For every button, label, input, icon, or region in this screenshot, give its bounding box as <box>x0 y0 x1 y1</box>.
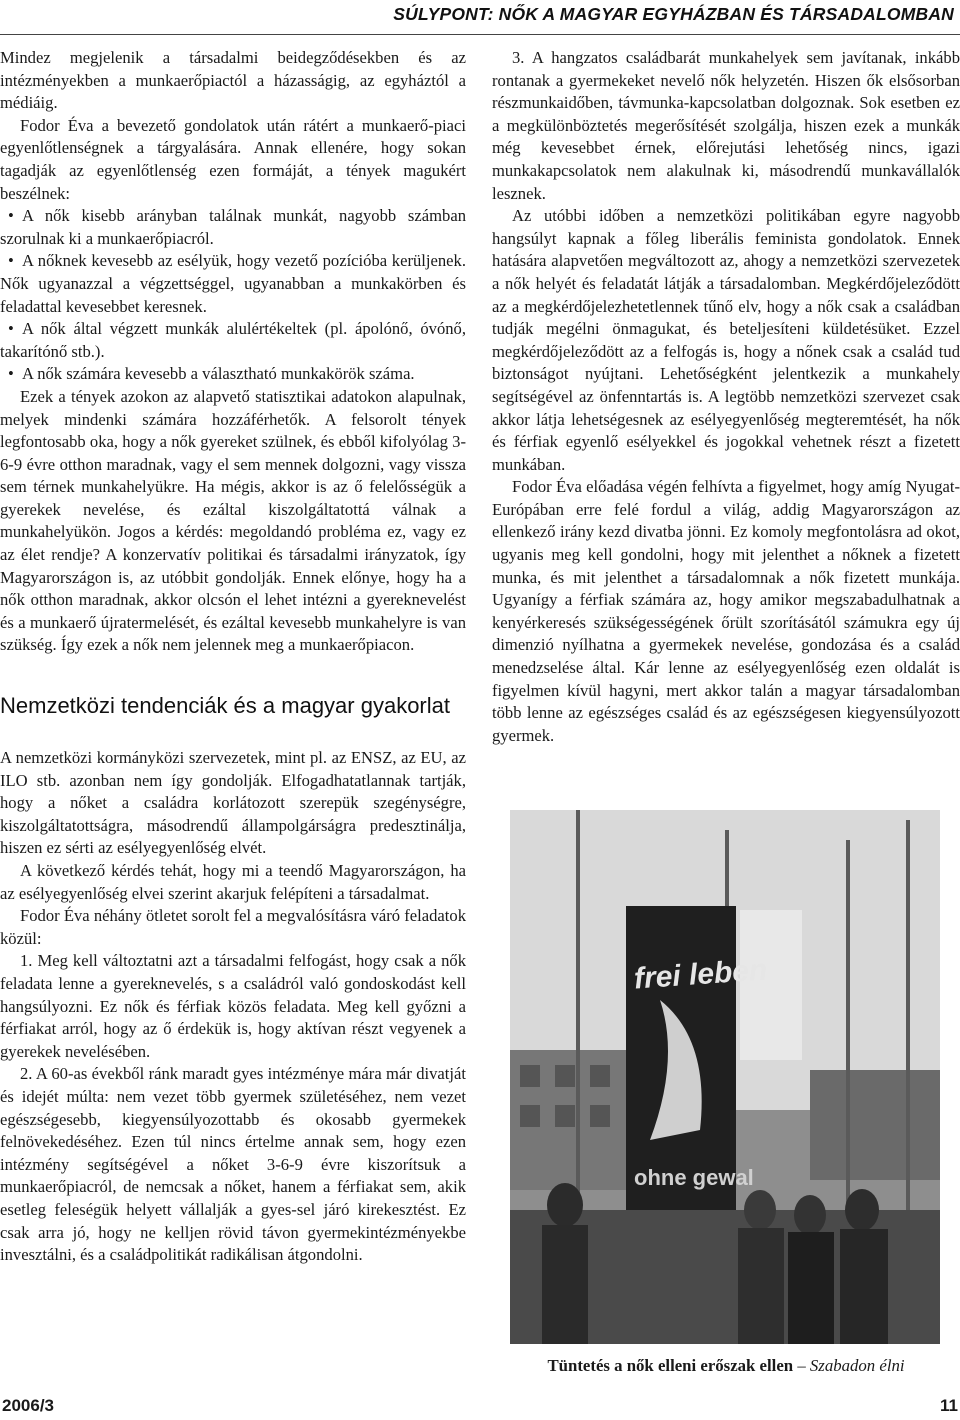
bullet-icon: • <box>8 206 14 226</box>
section-title: SÚLYPONT: NŐK A MAGYAR EGYHÁZBAN ÉS TÁRSADALOMBAN <box>393 4 954 24</box>
banner-text-bottom: ohne gewal <box>634 1165 754 1190</box>
bullet-text: A nők kisebb arányban találnak munkát, nagyobb számban szorulnak ki a munkaerőpiacról. <box>0 206 466 248</box>
paragraph: Fodor Éva néhány ötletet sorolt fel a megvalósításra váró feladatok közül: <box>0 906 466 948</box>
paragraph: A következő kérdés tehát, hogy mi a teendő Magyarországon, ha az esélyegyenlőség elvei szerint akarjuk felépíteni a társadalmat. <box>0 861 466 903</box>
bullet-text: A nőknek kevesebb az esélyük, hogy vezető pozícióba kerüljenek. Nők ugyanazzal a végzettséggel, ugyanabban a munkakörben és feladattal kevesebbet keresnek. <box>0 251 466 316</box>
left-column <box>0 47 466 1267</box>
photo-caption <box>492 1356 960 1376</box>
paragraph: Az utóbbi időben a nemzetközi politikában egyre nagyobb hangsúlyt kapnak a főleg liberális feminista gondolatok. Ennek hatására alapvetően megváltozott az, ahogy a nemzetközi szervezetek a nők helyét és feladatát látják a társadalomban. Megkérdőjeleződött az a megkérdőjelezhetetlennek tűnő elv, hogy a nők csak a családban tudják megélni önmagukat, és beteljesíteni küldetésüket. Ezzel megkérdőjeleződött az a felfogás is, hogy a nőnek csak a család tud biztonságot nyújtani. Lehetőségként jelentkezik a munkahely segítségével az önfenntartás is. A legtöbb nemzetközi szervezet csak akkor látja lehetségesnek az esélyegyenlőség megteremtését, ha nők és férfiak egyenlő esélyekkel és jogokkal vehetnek részt a fizetett munkában. <box>492 206 960 474</box>
banner-text-top: frei leben <box>632 953 769 996</box>
right-column <box>492 47 960 747</box>
paragraph: 1. Meg kell változtatni azt a társadalmi felfogást, hogy csak a nők feladata lenne a gyereknevelés, s a családról való gondoskodást kell hangsúlyozni. Ez nők és férfiak közös feladata. Meg kell győzni a férfiakat arról, hogy az ő érdekük is, hogy aktívan részt vegyenek a gyerekek nevelésében. <box>0 951 466 1061</box>
paragraph: Mindez megjelenik a társadalmi beidegződésekben és az intézményekben a munkaerőpiactól a házasságig, az egyháztól a médiáig. <box>0 48 466 113</box>
photo-scene <box>510 810 940 1344</box>
caption-italic: Szabadon élni <box>809 1356 905 1375</box>
bullet-text: A nők által végzett munkák alulértékeltek (pl. ápolónő, óvónő, takarítónő stb.). <box>0 319 466 361</box>
bullet-icon: • <box>8 251 14 271</box>
bullet-text: A nők számára kevesebb a választható munkakörök száma. <box>22 364 415 384</box>
paragraph: 2. A 60-as évekből ránk maradt gyes intézménye mára már divatját és idejét múlta: nem vezet több gyermek születéséhez, nem vezet egészségesebb, kiegyensúlyozottabb és okosabb gyermekek felnövekedéséhez. Ezen túl nincs értelme annak sem, hogy ezen intézmény segítségével a nőket 3-6-9 évre kiszorítsuk a munkaerőpiacról, de nemcsak a nőket, hanem a férfiakat sem, akik esetleg feleségük helyett vállalják a gyes-sel járó kirekesztést. Ez csak arra jó, hogy ne kelljen rövid távon gyermekintézményekbe invesztálni, és a családpolitikát radikálisan átgondolni. <box>0 1064 466 1265</box>
issue-number: 2006/3 <box>2 1396 54 1415</box>
paragraph: 3. A hangzatos családbarát munkahelyek sem javítanak, inkább rontanak a gyermekeket nevelő nők helyzetén. Hiszen ők elsősorban részmunkaidőben, távmunka-kapcsolatban dolgoznak. Sok esetben ez a megkülönböztetés megerősítését szolgálja, hiszen ezek a munkák még kevesebbet érnek, előrejutási lehetőség nincs, igazi munkakapcsolatok nem alakulnak ki, másodrendű munkavállalók lesznek. <box>492 48 960 203</box>
page-number: 11 <box>940 1396 958 1415</box>
bullet-icon: • <box>8 319 14 339</box>
paragraph: A nemzetközi kormányközi szervezetek, mint pl. az ENSZ, az EU, az ILO stb. azonban nem így gondolják. Elfogadhatatlannak tartják, hogy a nőket a családra korlátozott szerepük szegénységre, kiszolgáltatottságra, másodrendű állampolgárságra predesztinálja, hiszen ez sérti az esélyegyenlőség elvét. <box>0 748 466 858</box>
bullet-item <box>0 318 466 363</box>
caption-bold: Tüntetés a nők elleni erőszak ellen <box>547 1356 794 1375</box>
paragraph: Fodor Éva a bevezető gondolatok után rátért a munkaerő-piaci egyenlőtlenségnek a tárgyalására. Annak ellenére, hogy sokan tagadják az egyenlőtlenség ezen formáját, a tények magukért beszélnek: <box>0 115 466 203</box>
bullet-item <box>0 205 466 250</box>
bullet-icon: • <box>8 364 14 384</box>
section-heading: Nemzetközi tendenciák és a magyar gyakorlat <box>0 693 450 719</box>
paragraph: Ezek a tények azokon az alapvető statisztikai adatokon alapulnak, melyek mindenki számára hozzáférhetők. A felsorolt tények legfontosabb oka, hogy a nők gyereket szülnek, és ebből kifolyólag 3-6-9 évre otthon maradnak, vagy el sem mennek dolgozni, vagy vissza sem térnek munkahelyükre. Ha mégis, akkor is az ő felelősségük a gyerekek nevelése, és ezáltal kiszolgáltatottá válnak a munkahelyükön. Jogos a kérdés: megoldandó probléma ez, vagy ez az élet rendje? A konzervatív politikai és társadalmi irányzatok, így Magyarországon is, az utóbbit gondolják. Ennek előnye, hogy ha a nők otthon maradnak, akkor olcsón el lehet intézni a gyereknevelést és a munkaerő újratermelését, és ezáltal kevesebb munkahelyre is van szükség. Így ezek a nők nem jelennek meg a munkaerőpiacon. <box>0 386 466 655</box>
caption-dash: – <box>793 1356 810 1375</box>
bullet-item <box>0 363 466 386</box>
protest-photo <box>510 810 940 1344</box>
page-header <box>0 0 960 35</box>
paragraph: Fodor Éva előadása végén felhívta a figyelmet, hogy amíg Nyugat-Európában erre felé fordul a világ, addig Magyarországon az ellenkező irány kezd divatba jönni. Ez komoly megfontolásra ad okot, ugyanis meg kell gondolni, hogy mit jelenthet a nőknek a fizetett munka, és mit jelenthet a társadalomnak a nők fizetett munkája. Ugyanígy a férfiak számára az, hogy amikor megszabadulhatnak a kenyérkeresés szükségességének őrült szorításától számukra egy új dimenzió nyílhatna a gyermekek nevelése, gondozása és a család menedzselése által. Kár lenne az esélyegyenlőség ezen oldalát is figyelmen kívül hagyni, mert akkor talán a magyar társadalomban több lenne az egészséges család és az egészségesen kiegyensúlyozott gyermek. <box>492 477 960 745</box>
bullet-item <box>0 250 466 318</box>
